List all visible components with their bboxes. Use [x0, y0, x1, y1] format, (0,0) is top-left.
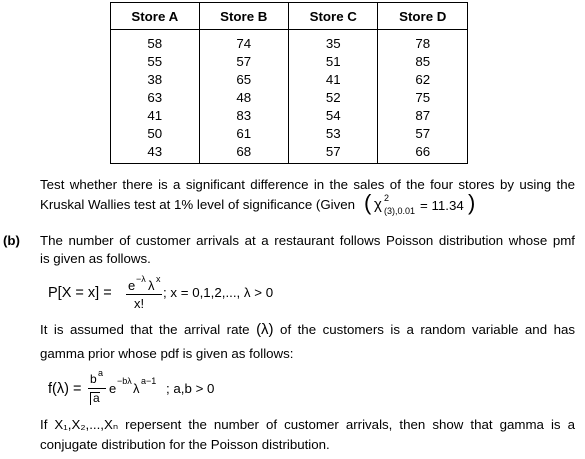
pdf-num: b: [90, 372, 97, 386]
table-row: [111, 143, 468, 164]
table-cell: 66: [378, 143, 468, 164]
pdf-num-exp: a: [98, 368, 104, 378]
sales-table: [110, 2, 468, 164]
pdf-den: a: [93, 391, 100, 405]
table-cell: 78: [378, 30, 468, 54]
part-a-line-2: [40, 197, 355, 213]
assume-line-1: [40, 322, 575, 338]
pmf-num-e: e: [128, 278, 136, 293]
table-row: [111, 125, 468, 143]
table-cell: 83: [199, 107, 288, 125]
header-store-b: Store B: [199, 3, 288, 30]
table-cell: 75: [378, 89, 468, 107]
part-b-label: (b): [3, 233, 20, 248]
part-a-line-2-text: Kruskal Wallies test at 1% level of significance (Given: [40, 197, 356, 212]
pmf-condition: ; x = 0,1,2,..., λ > 0: [163, 285, 274, 300]
assume-line-1-text: It is assumed that the arrival rate: [40, 322, 250, 337]
table-cell: 55: [111, 53, 200, 71]
table-cell: 41: [111, 107, 200, 125]
table-cell: 43: [111, 143, 200, 164]
chi-symbol: χ: [374, 196, 382, 213]
table-cell: 61: [199, 125, 288, 143]
table-row: [111, 107, 468, 125]
pdf-lhs: f(λ) =: [48, 381, 82, 397]
chi-sup: 2: [384, 193, 390, 203]
pdf-condition: ; a,b > 0: [166, 381, 215, 396]
final-line-1: If X₁,X₂,...,Xₙ repersent the number of customer arrivals, then show that gamma is a: [40, 417, 575, 432]
header-store-a: Store A: [111, 3, 200, 30]
part-a-line-1: Test whether there is a significant difference in the sales of the four stores by using the: [40, 177, 575, 192]
table-cell: 74: [199, 30, 288, 54]
table-cell: 51: [289, 53, 378, 71]
pmf-num-lambda-exp: x: [156, 274, 161, 284]
table-cell: 57: [199, 53, 288, 71]
final-line-2: conjugate distribution for the Poisson distribution.: [40, 437, 330, 452]
table-cell: 35: [289, 30, 378, 54]
header-store-d: Store D: [378, 3, 468, 30]
chi-sub: (3),0.01: [384, 206, 416, 216]
table-row: [111, 71, 468, 89]
part-b-intro-line-2: is given as follows.: [40, 251, 151, 266]
table-cell: 53: [289, 125, 378, 143]
pdf-formula: [48, 368, 228, 410]
table-cell: 65: [199, 71, 288, 89]
pdf-lambda-exp: a−1: [141, 376, 157, 386]
pdf-lambda: λ: [133, 381, 140, 396]
pmf-fraction-bar: [126, 294, 162, 295]
assume-line-2: gamma prior whose pdf is given as follows:: [40, 346, 294, 361]
pmf-den: x!: [134, 296, 145, 311]
table-row: [111, 30, 468, 54]
chi-value: = 11.34: [420, 198, 464, 213]
header-store-c: Store C: [289, 3, 378, 30]
table-row: [111, 89, 468, 107]
pmf-num-exp: −λ: [136, 274, 146, 284]
pdf-e: e: [109, 381, 117, 396]
table-row: [111, 53, 468, 71]
table-cell: 87: [378, 107, 468, 125]
table-cell: 85: [378, 53, 468, 71]
table-cell: 41: [289, 71, 378, 89]
table-cell: 52: [289, 89, 378, 107]
table-cell: 50: [111, 125, 200, 143]
chi-square-given: ( χ 2 (3),0.01 = 11.34 ): [364, 190, 476, 216]
table-cell: 68: [199, 143, 288, 164]
table-cell: 54: [289, 107, 378, 125]
table-cell: 57: [378, 125, 468, 143]
pdf-e-exp: −bλ: [117, 376, 132, 386]
table-cell: 57: [289, 143, 378, 164]
table-cell: 63: [111, 89, 200, 107]
pmf-lhs: P[X = x] =: [48, 285, 112, 301]
part-b-intro-line-1: The number of customer arrivals at a restaurant follows Poisson distribution whose pmf: [40, 233, 575, 248]
table-cell: 62: [378, 71, 468, 89]
assume-lambda: (λ): [256, 321, 274, 338]
pmf-formula: [48, 274, 278, 314]
table-cell: 38: [111, 71, 200, 89]
table-cell: 48: [199, 89, 288, 107]
pmf-num-lambda: λ: [148, 278, 155, 293]
pdf-fraction-bar: [88, 388, 106, 389]
table-cell: 58: [111, 30, 200, 54]
assume-line-1-rest: of the customers is a random variable and has: [280, 322, 576, 337]
table-header-row: [111, 3, 468, 30]
